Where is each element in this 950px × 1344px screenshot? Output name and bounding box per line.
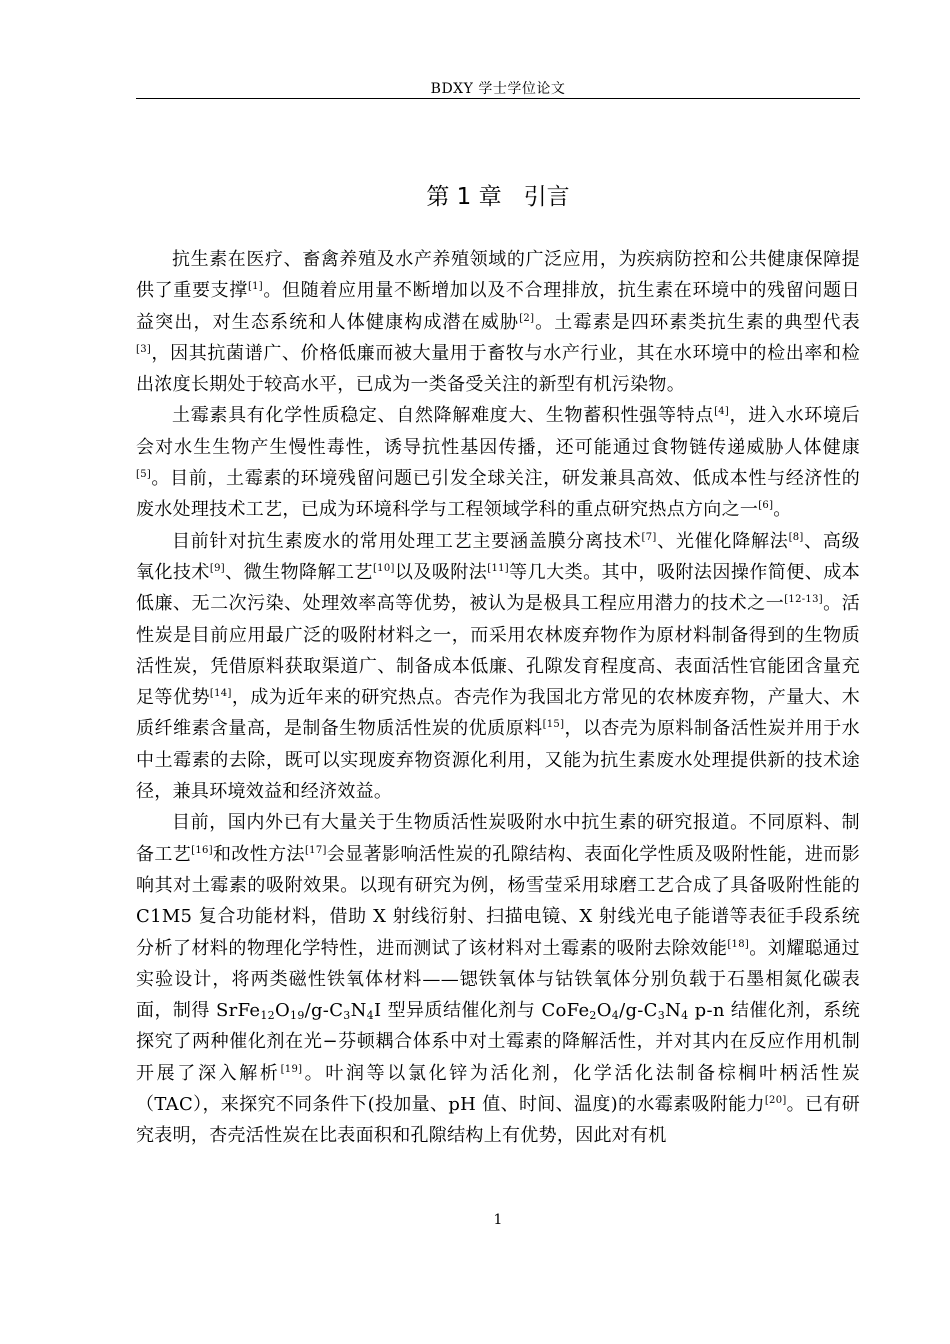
- body-text: [136, 244, 860, 1152]
- text-run: 。土霉素是四环素类抗生素的典型代表: [534, 311, 860, 333]
- subscript: 4: [366, 1009, 374, 1023]
- subscript: 4: [611, 1009, 620, 1023]
- text-run: 、微生物降解工艺: [224, 561, 373, 583]
- citation: [10]: [372, 562, 395, 574]
- paragraph-3: [136, 526, 860, 808]
- paragraph-4: [136, 807, 860, 1151]
- text-run: ，进入水环境后会对水生生物产生慢性毒性，诱导抗性基因传播，还可能通过食物链传递威胁人体健康: [136, 405, 860, 458]
- subscript: 4: [681, 1009, 689, 1023]
- text-run: /g-C: [304, 1000, 344, 1022]
- text-run: 、光催化降解法: [656, 530, 789, 552]
- citation: [4]: [714, 406, 730, 418]
- text-run: 。刘耀聪通过实验设计，将两类磁性铁氧体材料——锶铁氧体与钴铁氧体分别负载于石墨相氮化碳表面，制得 SrFe: [136, 937, 860, 1022]
- text-run: O: [274, 1000, 291, 1022]
- citation: [1]: [247, 281, 264, 293]
- citation: [18]: [727, 938, 750, 950]
- page-header: BDXY 学士学位论文: [430, 81, 566, 97]
- text-run: 以及吸附法: [394, 561, 488, 583]
- text-run: ，成为近年来的研究热点。杏壳作为我国北方常见的农林废弃物，产量大、木质纤维素含量高，是制备生物质活性炭的优质原料: [136, 687, 860, 740]
- subscript: 19: [290, 1009, 305, 1023]
- citation: [3]: [136, 343, 152, 355]
- text-run: p-n 结催化剂，系统探究了两种催化剂在光−芬顿耦合体系中对土霉素的降解活性，并对其内在反应作用机制开展了深入解析: [136, 1000, 860, 1084]
- text-run: 目前针对抗生素废水的常用处理工艺主要涵盖膜分离技术: [172, 530, 642, 552]
- citation: [11]: [487, 562, 509, 574]
- text-run: 。但随着应用量不断增加以及不合理排放，抗生素在环境中的残留问题日益突出，对生态系统和人体健康构成潜在威胁: [136, 280, 860, 333]
- text-run: ，因其抗菌谱广、价格低廉而被大量用于畜牧与水产行业，其在水环境中的检出率和检出浓度长期处于较高水平，已成为一类备受关注的新型有机污染物。: [136, 342, 860, 396]
- citation: [6]: [758, 500, 774, 512]
- citation: [8]: [788, 531, 804, 543]
- text-run: 、高级氧化技术: [136, 530, 860, 583]
- text-run: 等几大类。其中，吸附法因操作简便、成本低廉、无二次污染、处理效率高等优势，被认为是极具工程应用潜力的技术之一: [136, 561, 861, 615]
- header-divider: [136, 98, 860, 99]
- text-run: N: [665, 1000, 682, 1022]
- text-run: 。叶润等以氯化锌为活化剂，化学活化法制备棕榈叶柄活性炭（TAC），来探究不同条件下(投加量、pH 值、时间、温度)的水霉素吸附能力: [136, 1062, 860, 1116]
- text-run: 土霉素具有化学性质稳定、自然降解难度大、生物蓄积性强等特点: [172, 405, 715, 427]
- subscript: 3: [657, 1009, 666, 1023]
- text-run: 会显著影响活性炭的孔隙结构、表面化学性质及吸附性能，进而影响其对土霉素的吸附效果。以现有研究为例，杨雪莹采用球磨工艺合成了具备吸附性能的 C1M5 复合功能材料，借助 X 射线衍射、扫描电镜、X 射线光电子能谱等表征手段系统分析了材料的物理化学特性，进而测试了该材料对土霉素的吸附去除效能: [136, 843, 860, 959]
- text-run: I 型异质结催化剂与 CoFe: [373, 1000, 590, 1022]
- text-run: 和改性方法: [212, 843, 305, 865]
- chapter-title: 引言: [523, 184, 570, 210]
- paragraph-2: [136, 400, 860, 525]
- citation: [7]: [641, 531, 657, 543]
- subscript: 3: [343, 1009, 351, 1023]
- citation: [12-13]: [784, 594, 823, 606]
- chapter-number: 第 1 章: [426, 184, 502, 210]
- text-run: 抗生素在医疗、畜禽养殖及水产养殖领域的广泛应用，为疾病防控和公共健康保障提供了重要支撑: [136, 249, 860, 302]
- citation: [9]: [209, 562, 225, 574]
- citation: [2]: [519, 312, 535, 324]
- text-run: 。活性炭是目前应用最广泛的吸附材料之一，而采用农林废弃物作为原材料制备得到的生物质活性炭，凭借原料获取渠道广、制备成本低廉、孔隙发育程度高、表面活性官能团含量充足等优势: [136, 593, 860, 709]
- subscript: 12: [260, 1009, 275, 1023]
- citation: [14]: [209, 688, 232, 700]
- page-number: 1: [493, 1212, 503, 1228]
- text-run: 目前，国内外已有大量关于生物质活性炭吸附水中抗生素的研究报道。不同原料、制备工艺: [136, 812, 860, 865]
- citation: [20]: [764, 1095, 787, 1107]
- citation: [19]: [280, 1063, 303, 1075]
- text-run: 。: [773, 499, 792, 521]
- subscript: 2: [589, 1009, 597, 1023]
- text-run: O: [596, 1000, 612, 1022]
- text-run: 。已有研究表明，杏壳活性炭在比表面积和孔隙结构上有优势，因此对有机: [136, 1094, 860, 1147]
- citation: [5]: [136, 469, 152, 481]
- citation: [16]: [191, 844, 213, 856]
- text-run: /g-C: [619, 1000, 658, 1022]
- citation: [17]: [304, 844, 327, 856]
- citation: [15]: [542, 719, 565, 731]
- chapter-heading: [136, 178, 860, 211]
- paragraph-1: [136, 244, 860, 400]
- text-run: N: [350, 1000, 367, 1022]
- text-run: 。目前，土霉素的环境残留问题已引发全球关注，研发兼具高效、低成本性与经济性的废水处理技术工艺，已成为环境科学与工程领域学科的重点研究热点方向之一: [136, 468, 860, 521]
- text-run: ，以杏壳为原料制备活性炭并用于水中土霉素的去除，既可以实现废弃物资源化利用，又能为抗生素废水处理提供新的技术途径，兼具环境效益和经济效益。: [136, 718, 860, 803]
